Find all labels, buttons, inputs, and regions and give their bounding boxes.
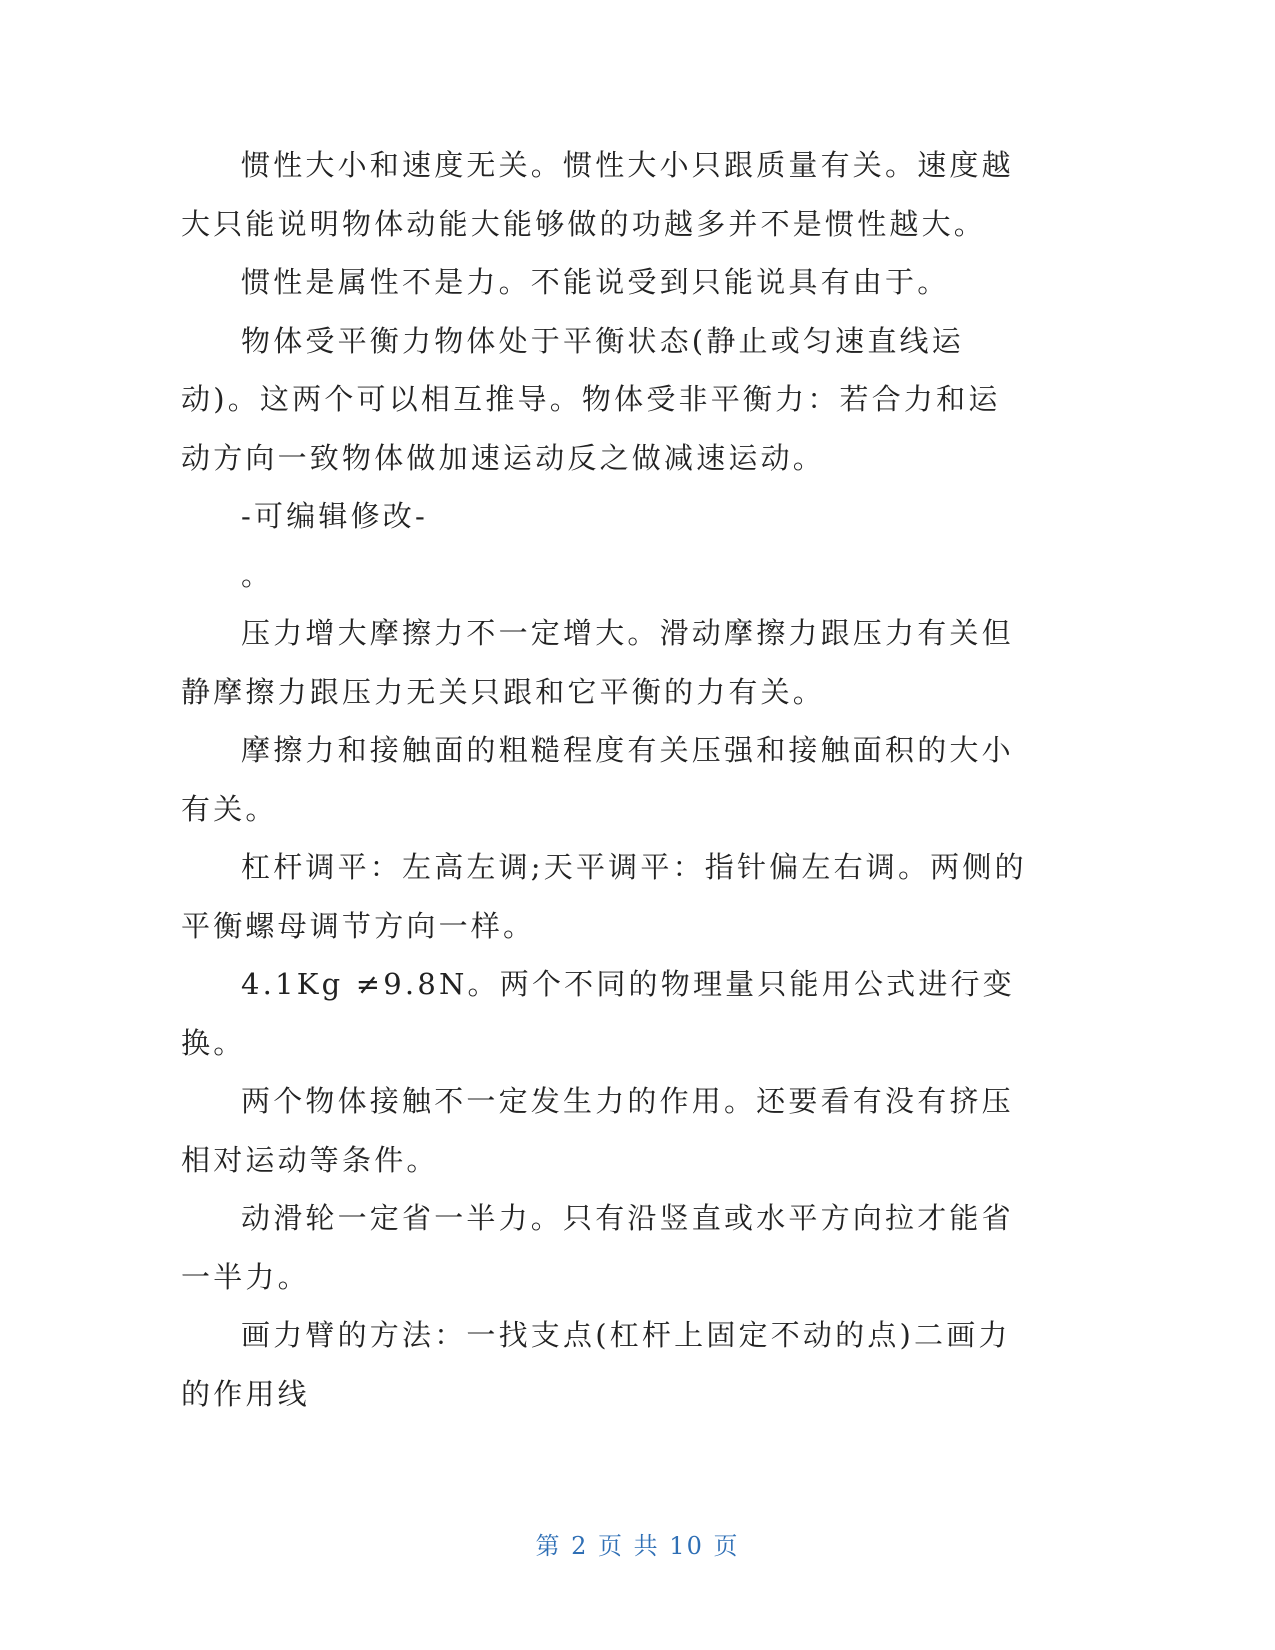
paragraph-contact-force: 两个物体接触不一定发生力的作用。还要看有没有挤压相对运动等条件。 <box>181 1084 1014 1177</box>
paragraph-inertia-speed: 惯性大小和速度无关。惯性大小只跟质量有关。速度越大只能说明物体动能大能够做的功越多并不是惯性越大。 <box>181 148 1014 241</box>
paragraph-lever-balance: 杠杆调平：左高左调;天平调平：指针偏左右调。两侧的平衡螺母调节方向一样。 <box>181 850 1027 943</box>
page-number-label: 第 2 页 共 10 页 <box>535 1532 740 1560</box>
paragraph-pulley: 动滑轮一定省一半力。只有沿竖直或水平方向拉才能省一半力。 <box>181 1201 1014 1294</box>
paragraph-editable-note: -可编辑修改- <box>241 499 428 533</box>
document-body <box>181 136 1031 1423</box>
page-footer <box>0 1526 1275 1561</box>
paragraph-friction-surface: 摩擦力和接触面的粗糙程度有关压强和接触面积的大小有关。 <box>181 733 1014 826</box>
paragraph-balanced-force: 物体受平衡力物体处于平衡状态(静止或匀速直线运动)。这两个可以相互推导。物体受非平衡力：若合力和运动方向一致物体做加速运动反之做减速运动。 <box>181 323 1001 475</box>
paragraph-period: 。 <box>241 557 274 592</box>
paragraph-mass-weight: 4.1Kg ≠9.8N。两个不同的物理量只能用公式进行变换。 <box>181 967 1015 1060</box>
paragraph-force-arm: 画力臂的方法：一找支点(杠杆上固定不动的点)二画力的作用线 <box>181 1318 1011 1411</box>
paragraph-inertia-property: 惯性是属性不是力。不能说受到只能说具有由于。 <box>241 265 950 299</box>
paragraph-friction-pressure: 压力增大摩擦力不一定增大。滑动摩擦力跟压力有关但静摩擦力跟压力无关只跟和它平衡的力有关。 <box>181 616 1014 709</box>
